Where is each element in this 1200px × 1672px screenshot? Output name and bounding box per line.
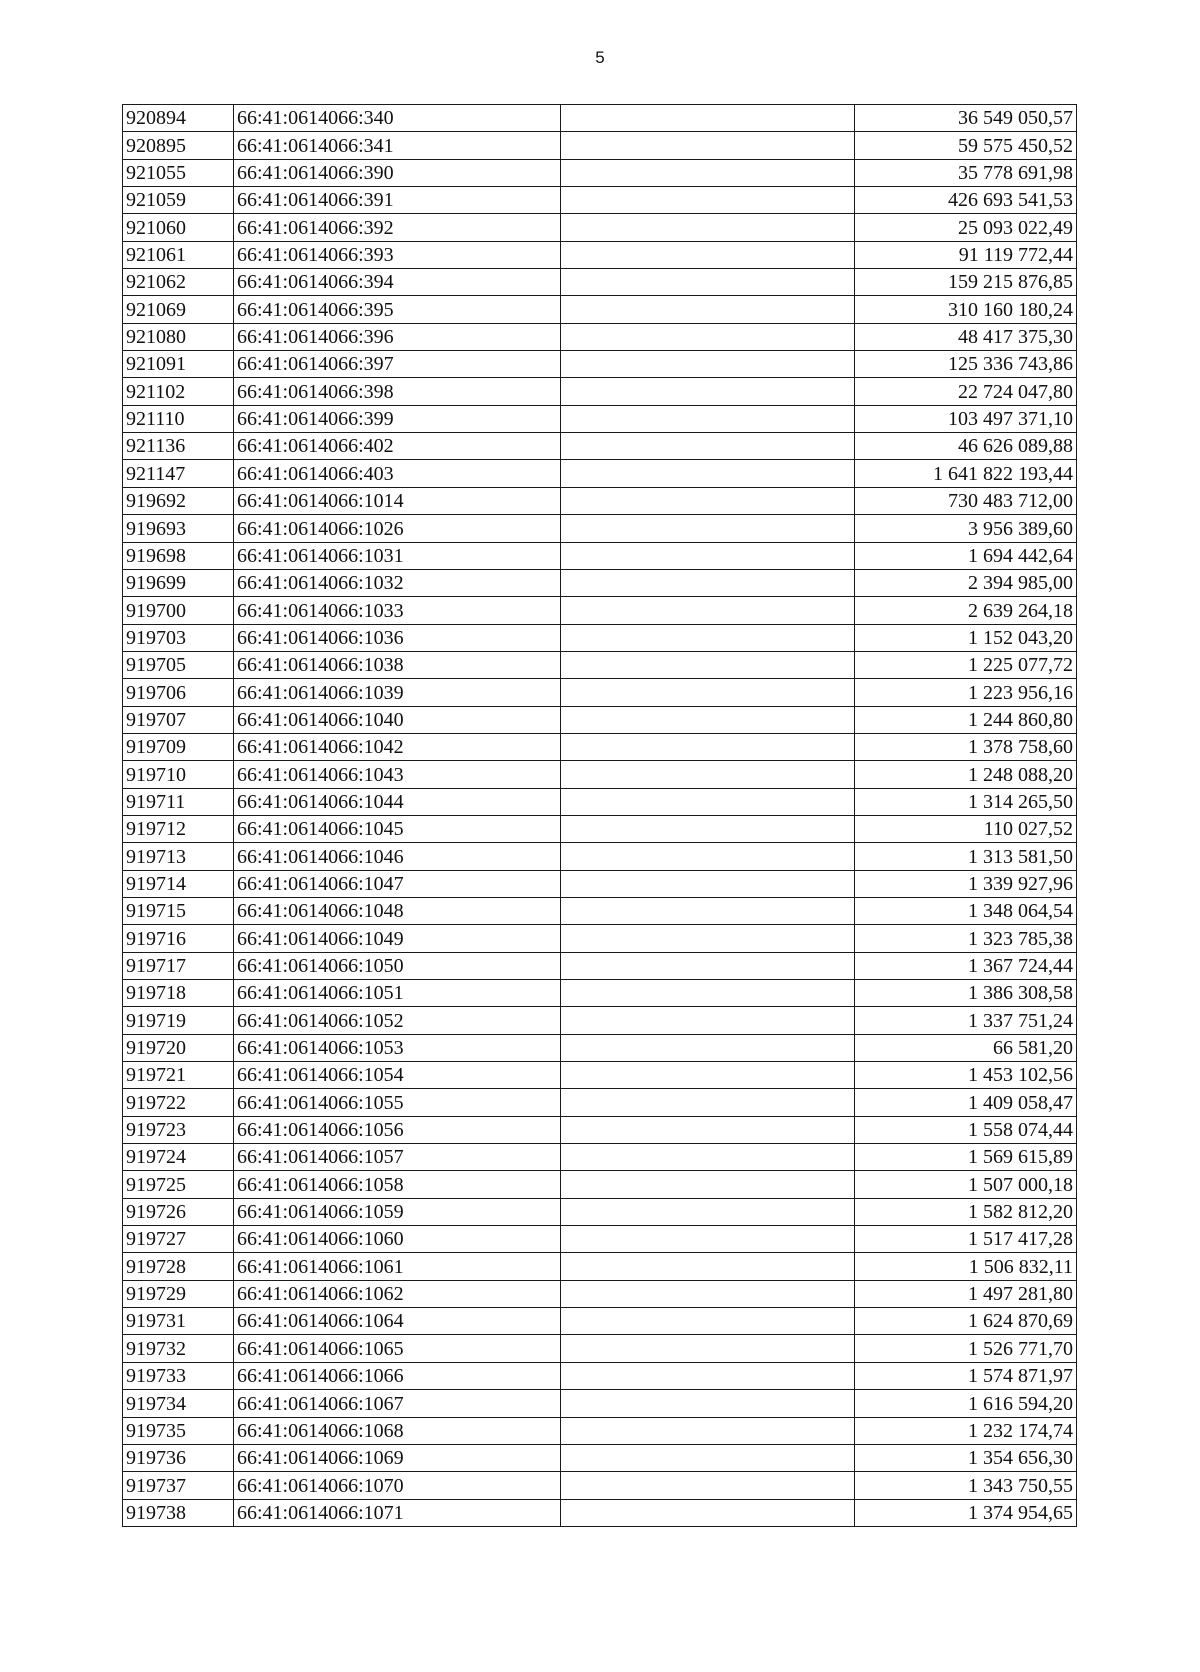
table-row [123,815,1077,842]
table-row [123,487,1077,514]
cadastral-number-cell: 66:41:0614066:392 [234,214,561,241]
empty-cell [561,323,855,350]
cadastral-value-cell: 22 724 047,80 [855,378,1077,405]
empty-cell [561,569,855,596]
cadastral-number-cell: 66:41:0614066:1051 [234,980,561,1007]
cadastral-number-cell: 66:41:0614066:1014 [234,487,561,514]
cadastral-value-cell: 1 641 822 193,44 [855,460,1077,487]
object-id-cell: 919716 [123,925,234,952]
cadastral-value-cell: 730 483 712,00 [855,487,1077,514]
cadastral-number-cell: 66:41:0614066:1047 [234,870,561,897]
cadastral-number-cell: 66:41:0614066:1066 [234,1362,561,1389]
cadastral-number-cell: 66:41:0614066:1048 [234,897,561,924]
empty-cell [561,1198,855,1225]
object-id-cell: 919726 [123,1198,234,1225]
table-row [123,296,1077,323]
table-row [123,1308,1077,1335]
cadastral-number-cell: 66:41:0614066:1061 [234,1253,561,1280]
empty-cell [561,1444,855,1471]
table-row [123,405,1077,432]
table-body [123,105,1077,1527]
cadastral-value-cell: 1 225 077,72 [855,651,1077,678]
table-row [123,597,1077,624]
empty-cell [561,597,855,624]
table-row [123,1198,1077,1225]
table-row [123,980,1077,1007]
cadastral-number-cell: 66:41:0614066:1039 [234,679,561,706]
empty-cell [561,1362,855,1389]
cadastral-value-cell: 1 314 265,50 [855,788,1077,815]
object-id-cell: 921060 [123,214,234,241]
object-id-cell: 921091 [123,351,234,378]
empty-cell [561,1116,855,1143]
object-id-cell: 920895 [123,132,234,159]
object-id-cell: 919700 [123,597,234,624]
object-id-cell: 919728 [123,1253,234,1280]
empty-cell [561,733,855,760]
cadastral-value-cell: 25 093 022,49 [855,214,1077,241]
empty-cell [561,159,855,186]
table-row [123,1417,1077,1444]
cadastral-number-cell: 66:41:0614066:1038 [234,651,561,678]
table-row [123,433,1077,460]
cadastral-number-cell: 66:41:0614066:1033 [234,597,561,624]
cadastral-value-cell: 1 248 088,20 [855,761,1077,788]
cadastral-number-cell: 66:41:0614066:1055 [234,1089,561,1116]
cadastral-number-cell: 66:41:0614066:1058 [234,1171,561,1198]
table-row [123,1280,1077,1307]
table-row [123,733,1077,760]
cadastral-value-cell: 66 581,20 [855,1034,1077,1061]
object-id-cell: 919715 [123,897,234,924]
table-row [123,105,1077,132]
cadastral-number-cell: 66:41:0614066:1044 [234,788,561,815]
object-id-cell: 919699 [123,569,234,596]
cadastral-number-cell: 66:41:0614066:1026 [234,515,561,542]
cadastral-number-cell: 66:41:0614066:402 [234,433,561,460]
table-row [123,679,1077,706]
table-row [123,1089,1077,1116]
cadastral-value-cell: 1 386 308,58 [855,980,1077,1007]
table-row [123,323,1077,350]
empty-cell [561,487,855,514]
cadastral-value-cell: 1 624 870,69 [855,1308,1077,1335]
empty-cell [561,1253,855,1280]
table-row [123,159,1077,186]
table-row [123,925,1077,952]
table-row [123,952,1077,979]
object-id-cell: 919706 [123,679,234,706]
object-id-cell: 919693 [123,515,234,542]
cadastral-value-cell: 1 506 832,11 [855,1253,1077,1280]
object-id-cell: 919698 [123,542,234,569]
cadastral-value-cell: 46 626 089,88 [855,433,1077,460]
cadastral-number-cell: 66:41:0614066:1052 [234,1007,561,1034]
cadastral-number-cell: 66:41:0614066:1069 [234,1444,561,1471]
cadastral-number-cell: 66:41:0614066:1036 [234,624,561,651]
empty-cell [561,1171,855,1198]
cadastral-value-cell: 125 336 743,86 [855,351,1077,378]
table-row [123,1034,1077,1061]
empty-cell [561,706,855,733]
cadastral-value-cell: 1 409 058,47 [855,1089,1077,1116]
empty-cell [561,1089,855,1116]
object-id-cell: 921059 [123,187,234,214]
table-row [123,460,1077,487]
cadastral-value-cell: 1 374 954,65 [855,1499,1077,1526]
table-row [123,515,1077,542]
table-row [123,843,1077,870]
cadastral-value-cell: 1 526 771,70 [855,1335,1077,1362]
object-id-cell: 919724 [123,1144,234,1171]
table-row [123,378,1077,405]
cadastral-value-cell: 1 497 281,80 [855,1280,1077,1307]
cadastral-number-cell: 66:41:0614066:395 [234,296,561,323]
empty-cell [561,952,855,979]
empty-cell [561,515,855,542]
table-row [123,1007,1077,1034]
empty-cell [561,1308,855,1335]
cadastral-value-cell: 1 367 724,44 [855,952,1077,979]
table-row [123,214,1077,241]
object-id-cell: 919705 [123,651,234,678]
cadastral-value-cell: 1 343 750,55 [855,1472,1077,1499]
object-id-cell: 919707 [123,706,234,733]
table-row [123,1253,1077,1280]
object-id-cell: 919720 [123,1034,234,1061]
cadastral-value-cell: 1 348 064,54 [855,897,1077,924]
empty-cell [561,843,855,870]
cadastral-number-cell: 66:41:0614066:398 [234,378,561,405]
cadastral-value-cell: 1 694 442,64 [855,542,1077,569]
empty-cell [561,1062,855,1089]
cadastral-value-cell: 2 639 264,18 [855,597,1077,624]
table-row [123,569,1077,596]
empty-cell [561,1499,855,1526]
table-row [123,351,1077,378]
cadastral-value-cell: 1 574 871,97 [855,1362,1077,1389]
object-id-cell: 920894 [123,105,234,132]
cadastral-value-cell: 1 558 074,44 [855,1116,1077,1143]
table-row [123,1335,1077,1362]
object-id-cell: 919737 [123,1472,234,1499]
cadastral-value-cell: 1 354 656,30 [855,1444,1077,1471]
table-row [123,132,1077,159]
table-row [123,1171,1077,1198]
cadastral-value-cell: 1 323 785,38 [855,925,1077,952]
object-id-cell: 919717 [123,952,234,979]
object-id-cell: 921147 [123,460,234,487]
cadastral-value-cell: 1 453 102,56 [855,1062,1077,1089]
empty-cell [561,214,855,241]
cadastral-value-table [122,104,1077,1527]
cadastral-value-cell: 36 549 050,57 [855,105,1077,132]
cadastral-value-cell: 59 575 450,52 [855,132,1077,159]
table-row [123,187,1077,214]
empty-cell [561,1034,855,1061]
empty-cell [561,296,855,323]
cadastral-value-cell: 91 119 772,44 [855,241,1077,268]
cadastral-number-cell: 66:41:0614066:403 [234,460,561,487]
empty-cell [561,1226,855,1253]
cadastral-number-cell: 66:41:0614066:340 [234,105,561,132]
table-row [123,788,1077,815]
cadastral-value-cell: 48 417 375,30 [855,323,1077,350]
empty-cell [561,815,855,842]
cadastral-value-cell: 1 507 000,18 [855,1171,1077,1198]
empty-cell [561,897,855,924]
cadastral-number-cell: 66:41:0614066:1043 [234,761,561,788]
cadastral-number-cell: 66:41:0614066:399 [234,405,561,432]
cadastral-number-cell: 66:41:0614066:1042 [234,733,561,760]
cadastral-number-cell: 66:41:0614066:393 [234,241,561,268]
empty-cell [561,870,855,897]
cadastral-number-cell: 66:41:0614066:397 [234,351,561,378]
empty-cell [561,1417,855,1444]
cadastral-number-cell: 66:41:0614066:1065 [234,1335,561,1362]
cadastral-number-cell: 66:41:0614066:1060 [234,1226,561,1253]
empty-cell [561,1335,855,1362]
empty-cell [561,405,855,432]
cadastral-value-cell: 3 956 389,60 [855,515,1077,542]
object-id-cell: 919714 [123,870,234,897]
table-row [123,1226,1077,1253]
cadastral-value-cell: 1 378 758,60 [855,733,1077,760]
empty-cell [561,679,855,706]
object-id-cell: 919738 [123,1499,234,1526]
table-row [123,241,1077,268]
object-id-cell: 919727 [123,1226,234,1253]
cadastral-number-cell: 66:41:0614066:394 [234,269,561,296]
empty-cell [561,433,855,460]
empty-cell [561,651,855,678]
empty-cell [561,241,855,268]
cadastral-value-cell: 2 394 985,00 [855,569,1077,596]
empty-cell [561,1007,855,1034]
cadastral-number-cell: 66:41:0614066:1054 [234,1062,561,1089]
cadastral-value-cell: 426 693 541,53 [855,187,1077,214]
object-id-cell: 919719 [123,1007,234,1034]
empty-cell [561,1144,855,1171]
empty-cell [561,187,855,214]
cadastral-value-cell: 310 160 180,24 [855,296,1077,323]
empty-cell [561,542,855,569]
object-id-cell: 921062 [123,269,234,296]
cadastral-number-cell: 66:41:0614066:1031 [234,542,561,569]
object-id-cell: 921136 [123,433,234,460]
empty-cell [561,761,855,788]
cadastral-value-cell: 1 517 417,28 [855,1226,1077,1253]
table-row [123,870,1077,897]
cadastral-number-cell: 66:41:0614066:1045 [234,815,561,842]
cadastral-number-cell: 66:41:0614066:341 [234,132,561,159]
table-row [123,1144,1077,1171]
object-id-cell: 919731 [123,1308,234,1335]
table-row [123,1444,1077,1471]
empty-cell [561,788,855,815]
object-id-cell: 919733 [123,1362,234,1389]
empty-cell [561,378,855,405]
cadastral-number-cell: 66:41:0614066:1064 [234,1308,561,1335]
cadastral-number-cell: 66:41:0614066:1067 [234,1390,561,1417]
object-id-cell: 919736 [123,1444,234,1471]
object-id-cell: 921102 [123,378,234,405]
cadastral-value-cell: 35 778 691,98 [855,159,1077,186]
cadastral-value-cell: 159 215 876,85 [855,269,1077,296]
empty-cell [561,460,855,487]
object-id-cell: 919734 [123,1390,234,1417]
object-id-cell: 919712 [123,815,234,842]
empty-cell [561,980,855,1007]
empty-cell [561,1472,855,1499]
object-id-cell: 921069 [123,296,234,323]
cadastral-value-cell: 1 152 043,20 [855,624,1077,651]
table-row [123,1499,1077,1526]
cadastral-number-cell: 66:41:0614066:1049 [234,925,561,952]
object-id-cell: 919703 [123,624,234,651]
object-id-cell: 921061 [123,241,234,268]
table-row [123,1062,1077,1089]
table-row [123,897,1077,924]
cadastral-number-cell: 66:41:0614066:1071 [234,1499,561,1526]
cadastral-number-cell: 66:41:0614066:1046 [234,843,561,870]
cadastral-value-cell: 1 569 615,89 [855,1144,1077,1171]
object-id-cell: 919735 [123,1417,234,1444]
object-id-cell: 919692 [123,487,234,514]
cadastral-number-cell: 66:41:0614066:1032 [234,569,561,596]
table-row [123,761,1077,788]
cadastral-number-cell: 66:41:0614066:1056 [234,1116,561,1143]
object-id-cell: 919709 [123,733,234,760]
object-id-cell: 919722 [123,1089,234,1116]
cadastral-number-cell: 66:41:0614066:396 [234,323,561,350]
table-row [123,1390,1077,1417]
cadastral-number-cell: 66:41:0614066:1062 [234,1280,561,1307]
empty-cell [561,132,855,159]
object-id-cell: 919732 [123,1335,234,1362]
cadastral-value-cell: 1 339 927,96 [855,870,1077,897]
cadastral-value-cell: 103 497 371,10 [855,405,1077,432]
table-row [123,1116,1077,1143]
cadastral-value-cell: 110 027,52 [855,815,1077,842]
table-row [123,706,1077,733]
table-row [123,624,1077,651]
page-number: 5 [595,48,605,67]
cadastral-value-cell: 1 232 174,74 [855,1417,1077,1444]
table-row [123,1362,1077,1389]
cadastral-number-cell: 66:41:0614066:1050 [234,952,561,979]
object-id-cell: 919711 [123,788,234,815]
empty-cell [561,105,855,132]
cadastral-value-cell: 1 313 581,50 [855,843,1077,870]
object-id-cell: 921110 [123,405,234,432]
table-row [123,269,1077,296]
cadastral-number-cell: 66:41:0614066:1070 [234,1472,561,1499]
object-id-cell: 919718 [123,980,234,1007]
cadastral-value-cell: 1 582 812,20 [855,1198,1077,1225]
object-id-cell: 919710 [123,761,234,788]
cadastral-number-cell: 66:41:0614066:1053 [234,1034,561,1061]
table-row [123,651,1077,678]
table-row [123,542,1077,569]
cadastral-number-cell: 66:41:0614066:391 [234,187,561,214]
object-id-cell: 919713 [123,843,234,870]
cadastral-number-cell: 66:41:0614066:1068 [234,1417,561,1444]
cadastral-value-cell: 1 337 751,24 [855,1007,1077,1034]
object-id-cell: 919721 [123,1062,234,1089]
cadastral-number-cell: 66:41:0614066:1059 [234,1198,561,1225]
table-row [123,1472,1077,1499]
object-id-cell: 919725 [123,1171,234,1198]
cadastral-number-cell: 66:41:0614066:1040 [234,706,561,733]
cadastral-value-cell: 1 616 594,20 [855,1390,1077,1417]
cadastral-number-cell: 66:41:0614066:1057 [234,1144,561,1171]
cadastral-value-cell: 1 244 860,80 [855,706,1077,733]
cadastral-number-cell: 66:41:0614066:390 [234,159,561,186]
cadastral-value-cell: 1 223 956,16 [855,679,1077,706]
empty-cell [561,624,855,651]
empty-cell [561,1280,855,1307]
object-id-cell: 919723 [123,1116,234,1143]
object-id-cell: 919729 [123,1280,234,1307]
empty-cell [561,351,855,378]
empty-cell [561,1390,855,1417]
empty-cell [561,269,855,296]
object-id-cell: 921055 [123,159,234,186]
empty-cell [561,925,855,952]
object-id-cell: 921080 [123,323,234,350]
